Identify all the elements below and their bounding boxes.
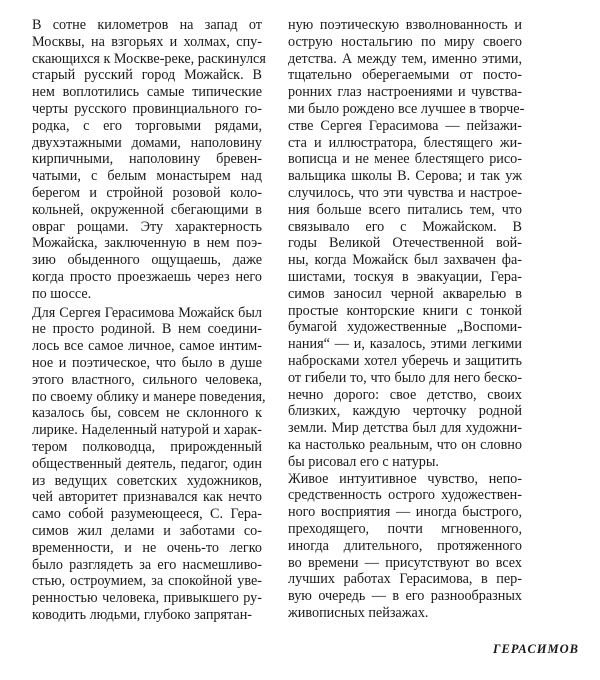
text-line: стве Сергея Герасимова — пейзажи- xyxy=(288,117,522,134)
text-line: чатыми, с белым монастырем над xyxy=(32,168,262,185)
text-line: ны, когда Можайск был захвачен фа- xyxy=(288,252,522,269)
text-line: иногда длительного, протяженного xyxy=(288,537,522,554)
text-line: Москвы, на взгорьях и холмах, спу- xyxy=(32,33,262,50)
paragraph xyxy=(32,304,266,624)
text-line: во времени — присутствуют во всех xyxy=(288,554,522,571)
text-line: родка, с его торговыми рядами, xyxy=(32,117,262,134)
text-line: Для Сергея Герасимова Можайск был xyxy=(32,304,262,321)
text-line: симов жил делами и заботами со- xyxy=(32,522,262,539)
text-line: этого властного, сильного человека, xyxy=(32,371,262,388)
text-line: зию обыденного ощущаешь, даже xyxy=(32,252,262,269)
text-line: связывало его с Можайском. В xyxy=(288,218,522,235)
text-line: от гибели то, что было для него беско- xyxy=(288,369,522,386)
text-line: нечно дорого: свое детство, своих xyxy=(288,386,522,403)
text-line: Живое интуитивное чувство, непо- xyxy=(288,470,522,487)
text-line: тером полководца, прирожденный xyxy=(32,438,262,455)
right-text-column xyxy=(288,17,525,622)
text-line: набросками хотел уберечь и защитить xyxy=(288,352,522,369)
text-line: тщательно оберегаемыми от посто- xyxy=(288,67,522,84)
text-line: нем воплотились самые типические xyxy=(32,84,262,101)
text-line: детства. А между тем, именно этими, xyxy=(288,50,522,67)
text-line: овраг рощами. Эту характерность xyxy=(32,218,262,235)
text-line: ководить людьми, глубоко запрятан- xyxy=(32,606,253,623)
text-line: берегом и стройной розовой коло- xyxy=(32,184,262,201)
text-line: средственность острого художествен- xyxy=(288,487,522,504)
running-footer-title: ГЕРАСИМОВ xyxy=(493,642,579,656)
text-line: нания“ — и, казалось, этими легкими xyxy=(288,336,522,353)
paragraph xyxy=(288,471,522,622)
paragraph xyxy=(32,17,266,303)
text-line: казалось бы, совсем не склонного к xyxy=(32,405,262,422)
left-text-column xyxy=(32,17,266,624)
text-line: вописца и не менее блестящего рисо- xyxy=(288,151,522,168)
text-line: вальщика школы В. Серова; и так уж xyxy=(288,168,522,185)
text-line: стью, остроумием, за спокойной уве- xyxy=(32,573,262,590)
text-line: ное и поэтическое, что было в душе xyxy=(32,354,262,371)
text-line: вую очередь — в его разнообразных xyxy=(288,588,522,605)
text-line: скающихся к Москве-реке, раскинулся xyxy=(32,50,266,67)
text-line: по шоссе. xyxy=(32,285,92,302)
text-line: острую ностальгию по миру своего xyxy=(288,33,522,50)
text-line: кольней, окруженной сбегающими в xyxy=(32,201,262,218)
text-line: двухэтажными домами, наполовину xyxy=(32,134,262,151)
text-line: шистами, тоскуя в эвакуации, Гера- xyxy=(288,268,522,285)
text-line: чей авторитет признавался как нечто xyxy=(32,489,262,506)
text-line: временности, и не очень-то легко xyxy=(32,539,262,556)
text-line: ную поэтическую взволнованность и xyxy=(288,17,522,33)
text-line: кирпичными, наполовину бревен- xyxy=(32,151,262,168)
text-line: общественный деятель, педагог, один xyxy=(32,455,262,472)
text-line: Можайска, заключенную в нем поэ- xyxy=(32,235,262,252)
text-line: по своему облику и манере поведения, xyxy=(32,388,266,405)
text-line: само собой разумеющееся, С. Гера- xyxy=(32,506,262,523)
text-line: ми было рождено все лучшее в творче- xyxy=(288,100,525,117)
text-line: преходящего, почти мгновенного, xyxy=(288,520,522,537)
text-line: лирике. Наделенный натурой и харак- xyxy=(32,422,262,439)
text-line: простые конторские книги с тонкой xyxy=(288,302,522,319)
text-line: случилось, что эти чувства и настрое- xyxy=(288,184,522,201)
text-line: из ведущих советских художников, xyxy=(32,472,262,489)
text-line: было разглядеть за его насмешливо- xyxy=(32,556,262,573)
text-line: черты русского провинциального го- xyxy=(32,100,262,117)
text-line: ронних глаз настроениями и чувства- xyxy=(288,84,522,101)
text-line: бы рисовал его с натуры. xyxy=(288,453,439,470)
text-line: лучших работах Герасимова, в пер- xyxy=(288,571,522,588)
text-line: ка настолько реальным, что он словно xyxy=(288,436,522,453)
text-line: ренностью человека, привыкшего ру- xyxy=(32,590,262,607)
text-line: В сотне километров на запад от xyxy=(32,17,262,33)
text-line: ного восприятия — иногда быстрого, xyxy=(288,504,522,521)
text-line: ста и иллюстратора, блестящего жи- xyxy=(288,134,522,151)
text-line: когда просто проезжаешь через него xyxy=(32,268,262,285)
text-line: близких, каждую черточку родной xyxy=(288,403,522,420)
text-line: земли. Мир детства был для художни- xyxy=(288,420,522,437)
text-line: ния больше всего питались тем, что xyxy=(288,201,522,218)
text-line: симов заносил черной акварелью в xyxy=(288,285,522,302)
text-line: лось все самое личное, самое интим- xyxy=(32,338,262,355)
text-line: старый русский город Можайск. В xyxy=(32,67,262,84)
paragraph xyxy=(288,17,525,471)
text-line: не просто родиной. В нем соедини- xyxy=(32,321,262,338)
text-line: живописных пейзажах. xyxy=(288,604,429,621)
text-line: бумагой художественные „Воспоми- xyxy=(288,319,522,336)
text-line: годы Великой Отечественной вой- xyxy=(288,235,522,252)
